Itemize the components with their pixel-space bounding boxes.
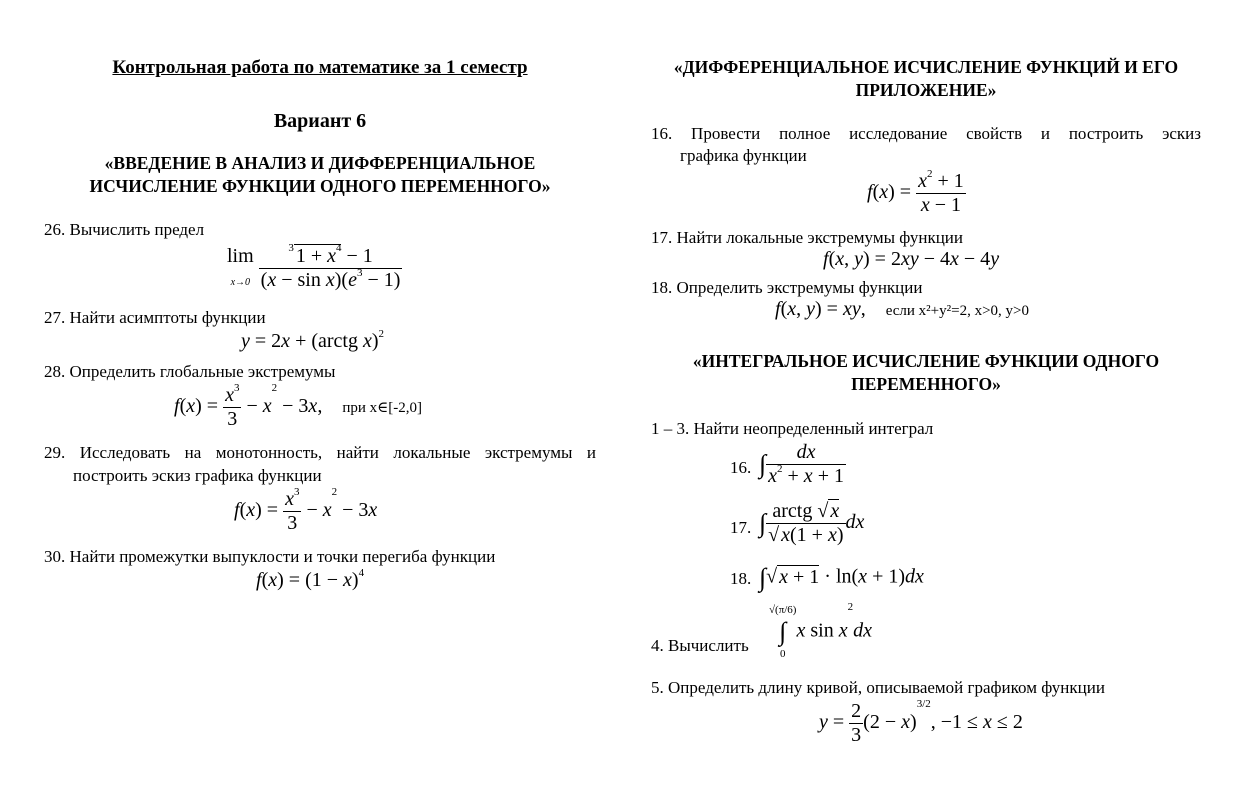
task-5-text: 5. Определить длину кривой, описываемой графиком функции — [651, 678, 1105, 697]
integral-17: ∫ $\frac{\text{arctg √ x}}{√ x(1 + x)}$ dx — [759, 500, 865, 546]
definite-integral-4: √(π/6) ∫ 0 x $\sin x^2dx$ — [769, 601, 872, 660]
section-heading-differential: «ДИФФЕРЕНЦИАЛЬНОЕ ИСЧИСЛЕНИЕ ФУНКЦИЙ И ЕГО ПРИЛОЖЕНИЕ» — [673, 57, 1179, 100]
integral-18-label: 18. — [730, 569, 752, 588]
formula-16: f(x) = $\frac{x^2 + 1}{x - 1}$ — [867, 168, 964, 216]
task-18-text: 18. Определить экстремумы функции — [651, 278, 923, 297]
formula-29: f(x) = $\frac{x^3}{3}$ − $x^2 - 3x$ — [234, 486, 378, 534]
task-4-text: 4. Вычислить — [651, 636, 749, 655]
page-title: Контрольная работа по математике за 1 семестр — [112, 57, 528, 78]
formula-17: f(x, y) = 2xy − 4x − 4y — [823, 248, 1000, 270]
section-heading-integral: «ИНТЕГРАЛЬНОЕ ИСЧИСЛЕНИЕ ФУНКЦИИ ОДНОГО ПЕРЕМЕННОГО» — [692, 351, 1160, 394]
formula-28: f(x) = $\frac{x^3}{3}$ − $x^2 - 3x$, при x∈[-2,0] — [174, 382, 422, 430]
formula-30: $f(x) = (1 - x)^4$ — [256, 567, 365, 591]
formula-27: y = 2x + (arctg x)$^2$ — [241, 328, 385, 352]
task-1-3-text: 1 – 3. Найти неопределенный интеграл — [651, 419, 934, 438]
task-16-line2: графика функции — [680, 146, 807, 165]
task-26-text: 26. Вычислить предел — [44, 220, 205, 239]
task-29-line2: построить эскиз графика функции — [73, 466, 322, 485]
task-17-text: 17. Найти локальные экстремумы функции — [651, 228, 963, 247]
task-30-text: 30. Найти промежутки выпуклости и точки перегиба функции — [44, 547, 496, 566]
section-heading-analysis: «ВВЕДЕНИЕ В АНАЛИЗ И ДИФФЕРЕНЦИАЛЬНОЕ ИСЧИСЛЕНИЕ ФУНКЦИИ ОДНОГО ПЕРЕМЕННОГО» — [89, 153, 551, 196]
task-29-line1: 29. Исследовать на монотонность, найти локальные экстремумы и — [44, 443, 596, 462]
formula-5: y = $\frac{2}{3}$ $(2 - x)^{3/2}$, −1 ≤ x ≤ 2 — [819, 698, 1023, 746]
task-28-text: 28. Определить глобальные экстремумы — [44, 362, 336, 381]
integral-16-label: 16. — [730, 458, 752, 477]
task-16-line1: 16. Провести полное исследование свойств и построить эскиз — [651, 124, 1201, 143]
formula-18-condition: если x²+y²=2, x>0, y>0 — [885, 303, 1030, 319]
formula-18: f(x, y) = xy, если x²+y²=2, x>0, y>0 — [775, 298, 1030, 320]
variant-heading: Вариант 6 — [273, 110, 367, 132]
formula-28-condition: при x∈[-2,0] — [342, 400, 422, 417]
formula-26: lim x→0 $\frac{^3 1 + x^4 - 1}{(x - \sin x)(e^3 - 1)}$ — [227, 242, 401, 291]
integral-18: ∫√ x + 1 · ln(x + 1)dx — [759, 563, 924, 592]
integral-17-label: 17. — [730, 518, 752, 537]
task-27-text: 27. Найти асимптоты функции — [44, 308, 266, 327]
integral-16: ∫ $\frac{dx}{x^2 + x + 1}$ — [759, 441, 844, 487]
